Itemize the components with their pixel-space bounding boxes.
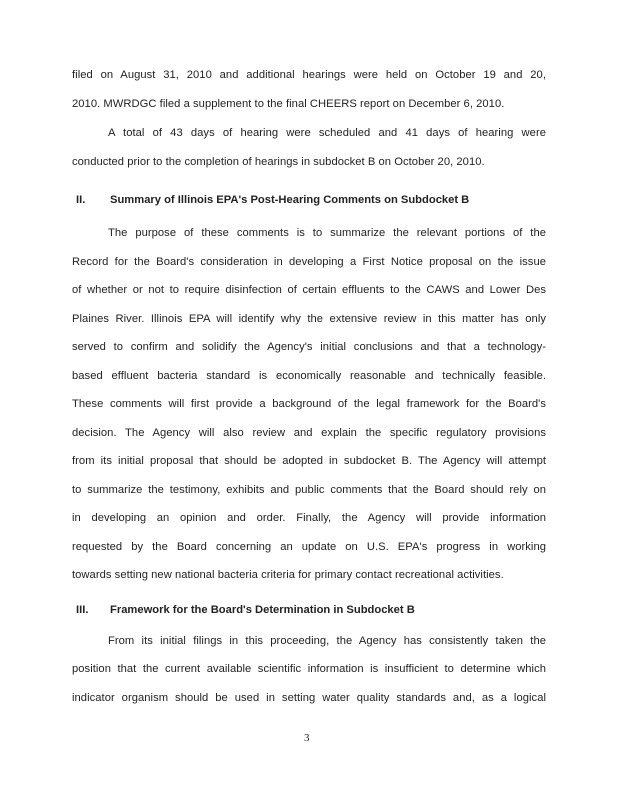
section-title: Summary of Illinois EPA's Post-Hearing Comments on Subdocket B — [110, 194, 470, 206]
body-line: conducted prior to the completion of hearings in subdocket B on October 20, 2010. — [72, 156, 485, 168]
body-line: These comments will first provide a background of the legal framework for the Board's — [72, 398, 546, 410]
body-line: served to confirm and solidify the Agency's initial conclusions and that a technology- — [72, 341, 546, 353]
body-line: of whether or not to require disinfection of certain effluents to the CAWS and Lower Des — [72, 284, 546, 296]
body-line: Record for the Board's consideration in developing a First Notice proposal on the issue — [72, 256, 546, 268]
body-line: Plaines River. Illinois EPA will identify why the extensive review in this matter has only — [72, 313, 546, 325]
body-line: to summarize the testimony, exhibits and public comments that the Board should rely on — [72, 484, 546, 496]
body-line: towards setting new national bacteria criteria for primary contact recreational activities. — [72, 569, 504, 581]
body-line: position that the current available scientific information is insufficient to determine which — [72, 663, 546, 675]
body-line: based effluent bacteria standard is economically reasonable and technically feasible. — [72, 370, 546, 382]
body-line: requested by the Board concerning an update on U.S. EPA's progress in working — [72, 541, 546, 553]
section-number: II. — [76, 194, 86, 206]
body-line: From its initial filings in this proceeding, the Agency has consistently taken the — [108, 635, 546, 647]
section-title: Framework for the Board's Determination in Subdocket B — [110, 604, 415, 616]
body-line: 2010. MWRDGC filed a supplement to the final CHEERS report on December 6, 2010. — [72, 98, 505, 110]
body-line: in developing an opinion and order. Finally, the Agency will provide information — [72, 512, 546, 524]
body-line: from its initial proposal that should be adopted in subdocket B. The Agency will attempt — [72, 455, 546, 467]
body-line: filed on August 31, 2010 and additional hearings were held on October 19 and 20, — [72, 69, 546, 81]
page-number: 3 — [304, 732, 310, 744]
body-line: indicator organism should be used in setting water quality standards and, as a logical — [72, 692, 546, 704]
section-heading-ii — [76, 193, 469, 207]
section-number: III. — [76, 604, 89, 616]
section-heading-iii — [76, 603, 415, 617]
body-line: A total of 43 days of hearing were scheduled and 41 days of hearing were — [108, 127, 546, 139]
body-line: The purpose of these comments is to summarize the relevant portions of the — [108, 227, 546, 239]
body-line: decision. The Agency will also review and explain the specific regulatory provisions — [72, 427, 546, 439]
